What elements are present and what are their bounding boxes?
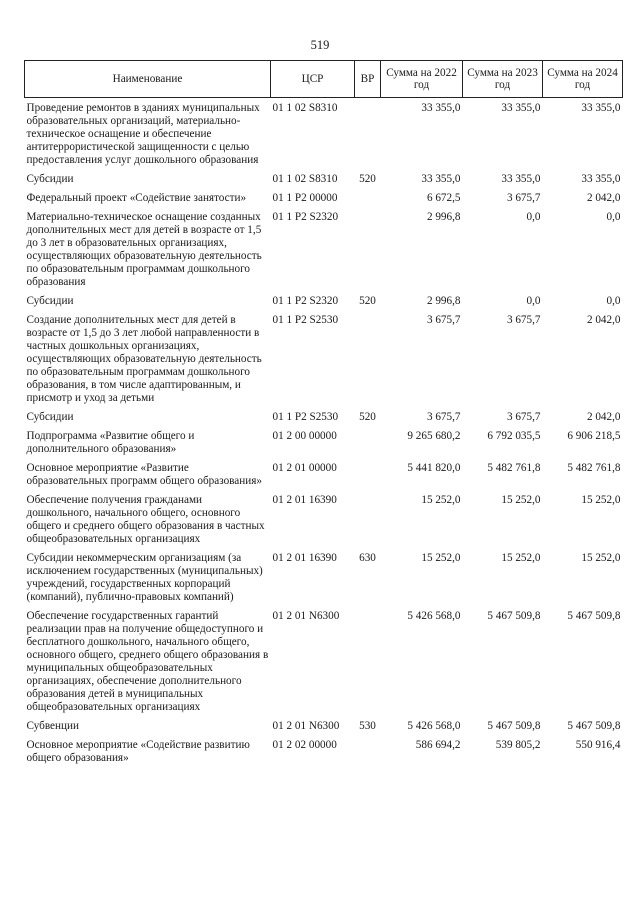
header-name: Наименование	[25, 61, 271, 98]
budget-table	[24, 60, 623, 771]
row-vr: 520	[359, 295, 376, 307]
table-row	[25, 494, 623, 552]
row-vr: 520	[359, 411, 376, 423]
header-vr: ВР	[355, 61, 381, 98]
row-name: Федеральный проект «Содействие занятости»	[26, 192, 247, 204]
row-name: Обеспечение получения гражданами дошкольного, начального общего, основного общего и среднего общего образования в частных общеобразовательных организациях	[26, 494, 265, 545]
row-sum-2023: 3 675,7	[506, 411, 541, 423]
row-vr	[355, 98, 381, 174]
row-vr	[355, 462, 381, 494]
row-vr: 630	[359, 552, 376, 564]
table-row	[25, 211, 623, 295]
row-csr: 01 1 P2 S2530	[272, 411, 339, 423]
row-sum-2022: 2 996,8	[426, 295, 461, 307]
row-name: Субвенции	[26, 720, 79, 732]
table-row	[25, 192, 623, 211]
row-sum-2022: 6 672,5	[426, 192, 461, 204]
row-name: Основное мероприятие «Развитие образовательных программ общего образования»	[26, 462, 262, 487]
row-sum-2024: 2 042,0	[586, 411, 621, 423]
row-csr: 01 1 P2 00000	[272, 192, 338, 204]
row-csr: 01 2 01 00000	[272, 462, 337, 474]
table-row	[25, 739, 623, 771]
table-row	[25, 720, 623, 739]
table-row	[25, 430, 623, 462]
row-sum-2023: 0,0	[526, 295, 541, 307]
table-row	[25, 610, 623, 720]
row-name: Подпрограмма «Развитие общего и дополнительного образования»	[26, 430, 195, 455]
row-sum-2024: 33 355,0	[581, 173, 621, 185]
row-csr: 01 1 02 S8310	[272, 102, 338, 114]
table-header-row	[25, 61, 623, 98]
row-csr: 01 1 P2 S2320	[272, 211, 339, 223]
table-row	[25, 173, 623, 192]
row-sum-2022: 2 996,8	[426, 211, 461, 223]
row-vr	[355, 314, 381, 411]
row-sum-2023: 5 482 761,8	[487, 462, 541, 474]
header-2022: Сумма на 2022 год	[381, 61, 463, 98]
row-sum-2024: 5 467 509,8	[567, 610, 621, 622]
row-sum-2024: 33 355,0	[581, 102, 621, 114]
row-sum-2023: 539 805,2	[495, 739, 541, 751]
table-row	[25, 552, 623, 610]
row-sum-2023: 15 252,0	[501, 552, 541, 564]
row-csr: 01 1 02 S8310	[272, 173, 338, 185]
row-vr	[355, 494, 381, 552]
header-csr: ЦСР	[271, 61, 355, 98]
row-sum-2024: 5 467 509,8	[567, 720, 621, 732]
row-sum-2023: 15 252,0	[501, 494, 541, 506]
row-vr: 530	[359, 720, 376, 732]
row-sum-2022: 5 426 568,0	[407, 720, 461, 732]
row-sum-2023: 5 467 509,8	[487, 720, 541, 732]
row-vr: 520	[359, 173, 376, 185]
row-csr: 01 2 00 00000	[272, 430, 337, 442]
table-row	[25, 462, 623, 494]
row-sum-2022: 3 675,7	[426, 411, 461, 423]
row-name: Создание дополнительных мест для детей в возрасте от 1,5 до 3 лет любой направленности в частных дошкольных организациях, осуществляющих образовательную деятельность по образовательным программам дошкольного образования, в том числе адаптированным, и присмотр и уход за детьми	[26, 314, 262, 404]
table-body	[25, 98, 623, 772]
row-sum-2022: 5 426 568,0	[407, 610, 461, 622]
row-vr	[355, 430, 381, 462]
row-name: Субсидии	[26, 295, 74, 307]
row-vr	[355, 211, 381, 295]
row-sum-2024: 0,0	[606, 211, 621, 223]
row-name: Проведение ремонтов в зданиях муниципальных образовательных организаций, материально-техническое оснащение и обеспечение антитеррористической защищенности с целью предоставления услуг дошкольного образования	[26, 102, 260, 166]
table-row	[25, 98, 623, 174]
page-number: 519	[310, 38, 330, 52]
row-sum-2022: 586 694,2	[415, 739, 461, 751]
row-csr: 01 1 P2 S2530	[272, 314, 339, 326]
row-name: Субсидии	[26, 411, 74, 423]
row-csr: 01 2 02 00000	[272, 739, 337, 751]
row-csr: 01 2 01 N6300	[272, 610, 340, 622]
row-name: Субсидии некоммерческим организациям (за исключением государственных (муниципальных) учреждений, государственных корпораций (компаний), публично-правовых компаний)	[26, 552, 263, 603]
row-sum-2022: 3 675,7	[426, 314, 461, 326]
row-csr: 01 2 01 16390	[272, 552, 337, 564]
row-sum-2024: 15 252,0	[581, 552, 621, 564]
row-sum-2022: 5 441 820,0	[407, 462, 461, 474]
header-2023: Сумма на 2023 год	[463, 61, 543, 98]
row-sum-2022: 15 252,0	[421, 494, 461, 506]
table-row	[25, 314, 623, 411]
row-csr: 01 1 P2 S2320	[272, 295, 339, 307]
row-vr	[355, 610, 381, 720]
row-sum-2024: 6 906 218,5	[567, 430, 621, 442]
row-sum-2023: 33 355,0	[501, 102, 541, 114]
header-2024: Сумма на 2024 год	[543, 61, 623, 98]
row-sum-2022: 15 252,0	[421, 552, 461, 564]
row-sum-2022: 33 355,0	[421, 102, 461, 114]
table-row	[25, 411, 623, 430]
row-name: Основное мероприятие «Содействие развитию общего образования»	[26, 739, 250, 764]
row-vr	[355, 192, 381, 211]
row-sum-2023: 3 675,7	[506, 314, 541, 326]
row-csr: 01 2 01 16390	[272, 494, 337, 506]
row-sum-2023: 3 675,7	[506, 192, 541, 204]
row-sum-2022: 33 355,0	[421, 173, 461, 185]
row-sum-2023: 6 792 035,5	[487, 430, 541, 442]
row-sum-2023: 0,0	[526, 211, 541, 223]
row-csr: 01 2 01 N6300	[272, 720, 340, 732]
row-sum-2024: 0,0	[606, 295, 621, 307]
row-sum-2022: 9 265 680,2	[407, 430, 461, 442]
row-sum-2024: 15 252,0	[581, 494, 621, 506]
row-vr	[355, 739, 381, 771]
row-sum-2024: 550 916,4	[575, 739, 621, 751]
row-name: Субсидии	[26, 173, 74, 185]
table-row	[25, 295, 623, 314]
row-sum-2024: 2 042,0	[586, 314, 621, 326]
row-name: Обеспечение государственных гарантий реализации прав на получение общедоступного и бесплатного дошкольного, начального общего, основного общего, среднего общего образования в муниципальных общеобразовательных организациях, обеспечение дополнительного образования детей в муниципальных общеобразовательных организациях	[26, 610, 269, 713]
row-name: Материально-техническое оснащение созданных дополнительных мест для детей в возрасте от 1,5 до 3 лет в образовательных организациях, осуществляющих образовательную деятельность по образовательным программам дошкольного образования	[26, 211, 262, 288]
row-sum-2023: 33 355,0	[501, 173, 541, 185]
row-sum-2024: 2 042,0	[586, 192, 621, 204]
row-sum-2024: 5 482 761,8	[567, 462, 621, 474]
row-sum-2023: 5 467 509,8	[487, 610, 541, 622]
